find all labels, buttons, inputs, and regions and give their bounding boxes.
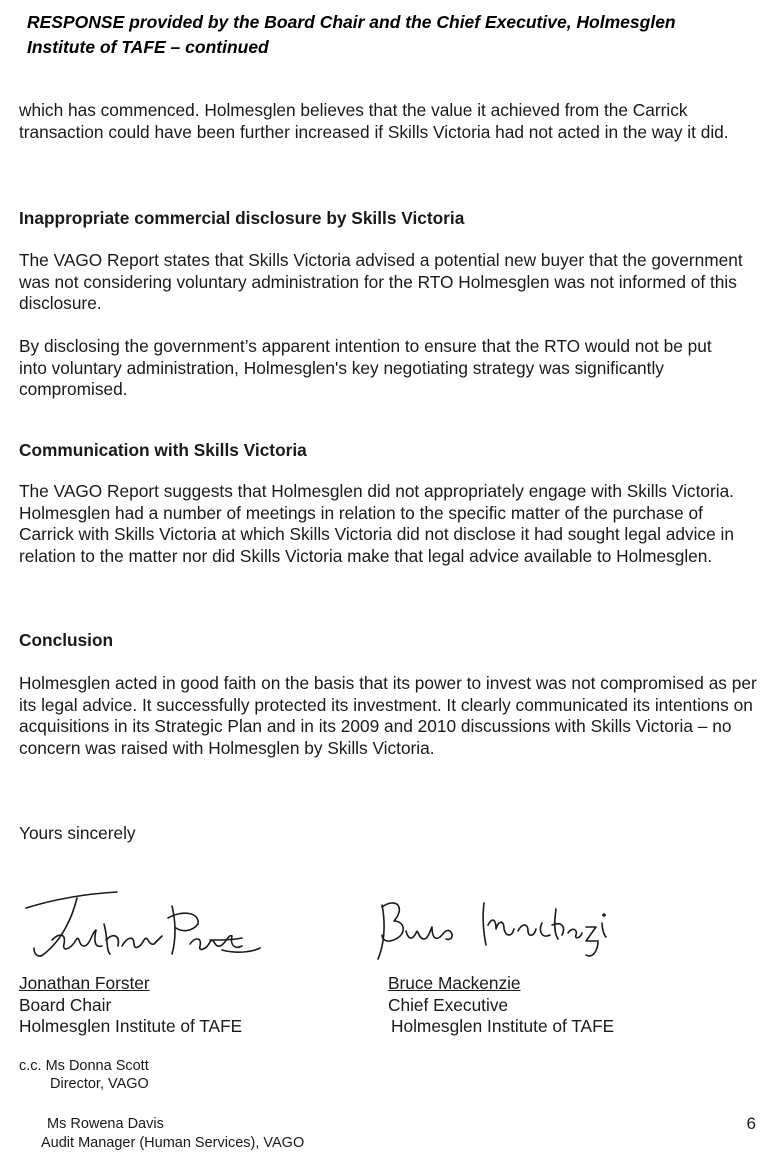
signatory-organisation: Holmesglen Institute of TAFE [391, 1016, 615, 1036]
signatory-name: Jonathan Forster [19, 973, 150, 993]
report-header [27, 10, 767, 60]
signatory-title: Board Chair [19, 994, 112, 1015]
page-number: 6 [746, 1114, 756, 1133]
cc-line: Audit Manager (Human Services), VAGO [41, 1135, 305, 1151]
section-heading-disclosure: Inappropriate commercial disclosure by Skills Victoria [19, 208, 465, 228]
header-line-2: Institute of TAFE – continued [27, 37, 269, 57]
signatory-block-board-chair [19, 973, 242, 1038]
section-paragraph: The VAGO Report states that Skills Victoria advised a potential new buyer that the government was not considering voluntary administration for the RTO Holmesglen was not informed of this disclosure. [19, 250, 743, 313]
section-paragraph: The VAGO Report suggests that Holmesglen did not appropriately engage with Skills Victoria. Holmesglen had a number of meetings in relation to the specific matter of the purchase of Carrick with Skills Victoria at which Skills Victoria did not disclose it had sought legal advice in relation to the matter nor did Skills Victoria make that legal advice available to Holmesglen. [19, 481, 734, 566]
signatory-organisation: Holmesglen Institute of TAFE [19, 1016, 243, 1036]
cc-line: Director, VAGO [50, 1076, 149, 1092]
intro-paragraph: which has commenced. Holmesglen believes that the value it achieved from the Carrick transaction could have been further increased if Skills Victoria had not acted in the way it did. [19, 100, 729, 142]
cc-line: Ms Rowena Davis [47, 1116, 164, 1132]
signature-jonathan-forster [22, 888, 262, 968]
header-line-1: RESPONSE provided by the Board Chair and the Chief Executive, Holmesglen [27, 12, 676, 32]
signature-bruce-mackenzie [372, 895, 612, 965]
section-heading-conclusion: Conclusion [19, 630, 114, 650]
cc-line: c.c. Ms Donna Scott [19, 1058, 149, 1074]
closing-salutation: Yours sincerely [19, 823, 136, 843]
section-heading-communication: Communication with Skills Victoria [19, 440, 307, 460]
section-paragraph: Holmesglen acted in good faith on the basis that its power to invest was not compromised as per its legal advice. It successfully protected its investment. It clearly communicated its intentions on acquisitions in its Strategic Plan and in its 2009 and 2010 discussions with Skills Victoria – no concern was raised with Holmesglen by Skills Victoria. [19, 673, 757, 758]
signatory-title: Chief Executive [388, 994, 509, 1015]
section-paragraph: By disclosing the government’s apparent intention to ensure that the RTO would not be put into voluntary administration, Holmesglen's key negotiating strategy was significantly compromised. [19, 336, 712, 399]
signatory-name: Bruce Mackenzie [388, 973, 521, 993]
signatory-block-chief-executive [388, 973, 614, 1038]
